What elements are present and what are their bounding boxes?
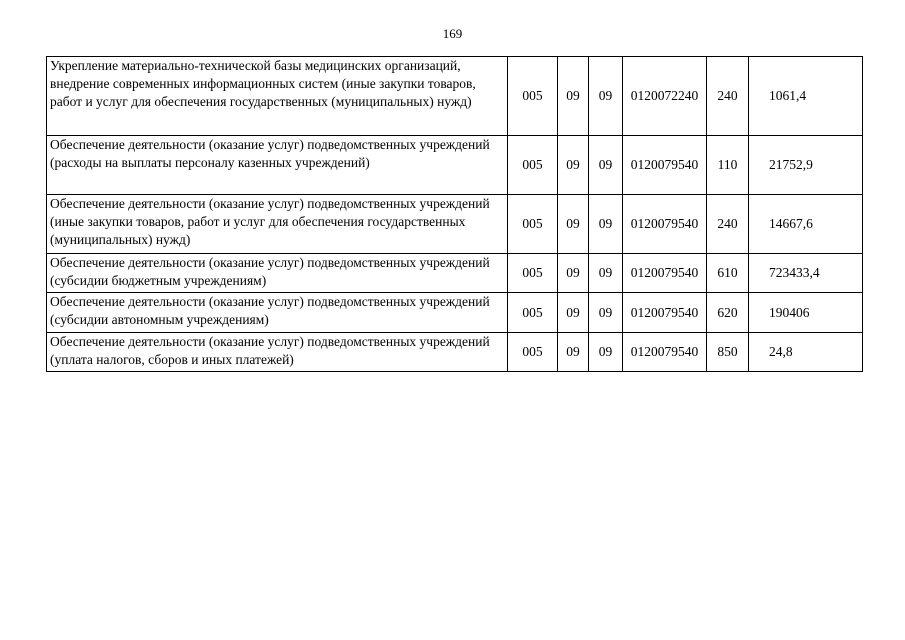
target-article-code: 0120079540	[623, 195, 707, 254]
amount-value: 14667,6	[749, 195, 863, 254]
page-number: 169	[442, 26, 463, 41]
target-article-code: 0120079540	[623, 333, 707, 372]
expense-type-code: 240	[707, 57, 749, 136]
section-code: 09	[558, 195, 589, 254]
grbs-code: 005	[508, 136, 558, 195]
grbs-code: 005	[508, 254, 558, 293]
table-row	[47, 293, 863, 333]
section-code: 09	[558, 254, 589, 293]
row-description: Обеспечение деятельности (оказание услуг) подведомственных учреждений (расходы на выплаты персоналу казенных учреждений)	[47, 136, 508, 195]
expense-type-code: 610	[707, 254, 749, 293]
table-row	[47, 195, 863, 254]
subsection-code: 09	[589, 333, 623, 372]
target-article-code: 0120079540	[623, 254, 707, 293]
target-article-code: 0120079540	[623, 293, 707, 333]
subsection-code: 09	[589, 195, 623, 254]
subsection-code: 09	[589, 293, 623, 333]
table-row	[47, 57, 863, 136]
amount-value: 21752,9	[749, 136, 863, 195]
target-article-code: 0120072240	[623, 57, 707, 136]
amount-value: 190406	[749, 293, 863, 333]
target-article-code: 0120079540	[623, 136, 707, 195]
expense-type-code: 110	[707, 136, 749, 195]
row-description: Обеспечение деятельности (оказание услуг) подведомственных учреждений (субсидии автономным учреждениям)	[47, 293, 508, 333]
table-row	[47, 254, 863, 293]
section-code: 09	[558, 136, 589, 195]
subsection-code: 09	[589, 136, 623, 195]
row-description: Обеспечение деятельности (оказание услуг) подведомственных учреждений (уплата налогов, сборов и иных платежей)	[47, 333, 508, 372]
grbs-code: 005	[508, 195, 558, 254]
budget-table	[46, 56, 863, 372]
expense-type-code: 240	[707, 195, 749, 254]
section-code: 09	[558, 333, 589, 372]
section-code: 09	[558, 57, 589, 136]
section-code: 09	[558, 293, 589, 333]
table-row	[47, 333, 863, 372]
subsection-code: 09	[589, 57, 623, 136]
amount-value: 1061,4	[749, 57, 863, 136]
grbs-code: 005	[508, 57, 558, 136]
expense-type-code: 620	[707, 293, 749, 333]
amount-value: 24,8	[749, 333, 863, 372]
row-description: Обеспечение деятельности (оказание услуг) подведомственных учреждений (субсидии бюджетным учреждениям)	[47, 254, 508, 293]
grbs-code: 005	[508, 293, 558, 333]
row-description: Обеспечение деятельности (оказание услуг) подведомственных учреждений (иные закупки товаров, работ и услуг для обеспечения государственных (муниципальных) нужд)	[47, 195, 508, 254]
expense-type-code: 850	[707, 333, 749, 372]
table-row	[47, 136, 863, 195]
amount-value: 723433,4	[749, 254, 863, 293]
subsection-code: 09	[589, 254, 623, 293]
grbs-code: 005	[508, 333, 558, 372]
row-description: Укрепление материально-технической базы медицинских организаций, внедрение современных информационных систем (иные закупки товаров, работ и услуг для обеспечения государственных (муниципальных) нужд)	[47, 57, 508, 136]
